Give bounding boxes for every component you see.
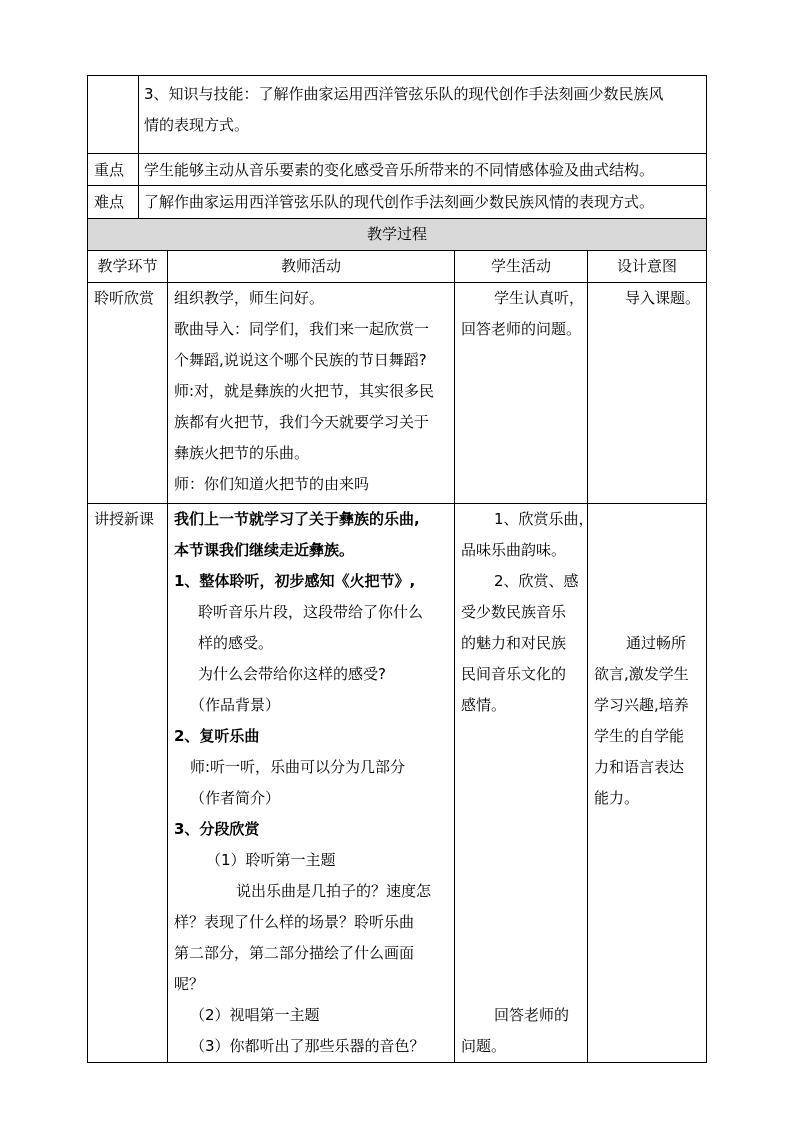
- row2-student-line: 民间音乐文化的: [461, 665, 567, 683]
- row2-student-line: 受少数民族音乐: [461, 603, 567, 621]
- row2-teacher-line: （3）你都听出了那些乐器的音色？: [190, 1037, 425, 1055]
- row2-teacher-line: 聆听音乐片段，这段带给了你什么: [198, 603, 424, 621]
- row2-intent-line: 学生的自学能: [594, 727, 685, 745]
- rule: [706, 75, 707, 1063]
- row1-student-line: 学生认真听，: [494, 289, 585, 307]
- row2-teacher-line: （作品背景）: [190, 696, 281, 714]
- objective-item3-line1: 3、知识与技能：了解作曲家运用西洋管弦乐队的现代创作手法刻画少数民族风: [144, 85, 664, 103]
- difficulty-label: 难点: [94, 193, 125, 211]
- row2-student-line: 回答老师的: [494, 1006, 570, 1024]
- key-point-text: 学生能够主动从音乐要素的变化感受音乐所带来的不同情感体验及曲式结构。: [144, 161, 655, 179]
- row1-teacher-line: 族都有火把节，我们今天就要学习关于: [174, 413, 430, 431]
- row1-stage: 聆听欣赏: [94, 289, 155, 307]
- row2-teacher-line: 样？表现了什么样的场景？聆听乐曲: [174, 913, 415, 931]
- column-header-student: 学生活动: [490, 257, 551, 275]
- row1-teacher-line: 彝族火把节的乐曲。: [174, 444, 310, 462]
- rule: [587, 250, 588, 1063]
- row2-stage: 讲授新课: [94, 510, 155, 528]
- rule: [167, 250, 168, 1063]
- process-title: 教学过程: [366, 225, 427, 243]
- rule: [454, 250, 455, 1063]
- row2-teacher-line: 本节课我们继续走近彝族。: [174, 541, 355, 559]
- row1-intent: 导入课题。: [625, 289, 701, 307]
- key-point-label: 重点: [94, 161, 125, 179]
- row2-teacher-line: 呢？: [174, 975, 205, 993]
- rule: [87, 1062, 707, 1063]
- row1-student-line: 回答老师的问题。: [461, 320, 582, 338]
- row1-teacher-line: 个舞蹈,说说这个哪个民族的节日舞蹈?: [174, 351, 427, 369]
- row2-intent-line: 力和语言表达: [594, 758, 685, 776]
- row2-teacher-line: （作者简介）: [190, 789, 281, 807]
- column-header-stage: 教学环节: [97, 257, 158, 275]
- row2-teacher-line: 师:听一听，乐曲可以分为几部分: [190, 758, 406, 776]
- row1-teacher-line: 组织教学，师生问好。: [174, 289, 325, 307]
- row2-student-line: 问题。: [461, 1037, 507, 1055]
- row2-intent-line: 欲言,激发学生: [594, 665, 689, 683]
- row2-teacher-line: 说出乐曲是几拍子的？速度怎: [236, 882, 432, 900]
- rule: [87, 153, 707, 154]
- row2-intent-line: 能力。: [594, 789, 640, 807]
- row2-teacher-heading: 1、整体聆听，初步感知《火把节》,: [174, 572, 416, 590]
- row1-teacher-line: 师:对，就是彝族的火把节，其实很多民: [174, 382, 435, 400]
- row2-teacher-line: （1）聆听第一主题: [206, 851, 336, 869]
- row2-teacher-line: 为什么会带给你这样的感受?: [198, 665, 386, 683]
- row1-teacher-line: 师：你们知道火把节的由来吗: [174, 475, 370, 493]
- row2-intent-line: 通过畅所: [626, 634, 687, 652]
- row1-teacher-line: 歌曲导入：同学们，我们来一起欣赏一: [174, 320, 430, 338]
- row2-student-line: 的魅力和对民族: [461, 634, 567, 652]
- row2-teacher-heading: 2、复听乐曲: [174, 727, 260, 745]
- row2-teacher-heading: 3、分段欣赏: [174, 820, 260, 838]
- row2-teacher-line: 我们上一节就学习了关于彝族的乐曲,: [174, 510, 420, 528]
- row2-teacher-line: （2）视唱第一主题: [190, 1006, 320, 1024]
- difficulty-text: 了解作曲家运用西洋管弦乐队的现代创作手法刻画少数民族风情的表现方式。: [144, 193, 655, 211]
- row2-student-line: 品味乐曲韵味。: [461, 541, 567, 559]
- row2-student-line: 感情。: [461, 696, 507, 714]
- row2-intent-line: 学习兴趣,培养: [594, 696, 689, 714]
- column-header-teacher: 教师活动: [280, 257, 341, 275]
- row2-student-line: 2、欣赏、感: [494, 572, 579, 590]
- rule: [138, 75, 139, 219]
- row2-teacher-line: 第二部分，第二部分描绘了什么画面: [174, 944, 415, 962]
- rule: [87, 75, 707, 76]
- row2-student-line: 1、欣赏乐曲，: [494, 510, 594, 528]
- column-header-intent: 设计意图: [616, 257, 677, 275]
- objective-item3-line2: 情的表现方式。: [144, 116, 250, 134]
- row2-teacher-line: 样的感受。: [198, 634, 274, 652]
